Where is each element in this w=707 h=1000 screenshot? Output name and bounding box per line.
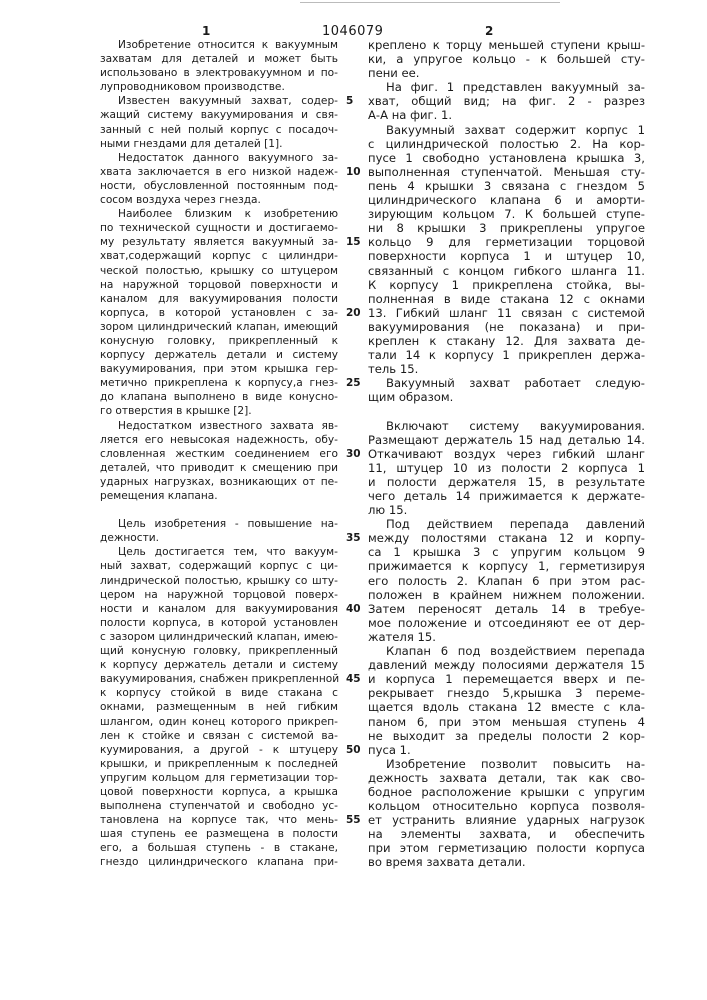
line-text: хвата заключается в его низкой надеж-	[100, 166, 338, 178]
text-line	[100, 757, 338, 771]
line-text: Вакуумный захват содержит корпус 1	[386, 123, 645, 137]
text-line	[368, 855, 645, 869]
text-line	[368, 757, 645, 771]
line-text: Затем переносят деталь 14 в требуе-	[368, 602, 645, 616]
text-line	[100, 334, 338, 348]
text-line	[100, 137, 338, 151]
paragraph	[368, 644, 645, 757]
line-text: давлений между полосиями держателя 15	[368, 658, 645, 672]
text-line	[368, 433, 645, 447]
text-line	[368, 686, 645, 700]
line-number-marker: 10	[346, 165, 361, 179]
line-text: тали 14 к корпусу 1 прикреплен держа-	[368, 348, 645, 362]
text-line	[100, 686, 338, 700]
text-line	[100, 630, 338, 644]
line-text: креплен к стакану 12. Для захвата де-	[368, 334, 645, 348]
paragraph	[368, 80, 645, 122]
line-text: полости корпуса, в которой установлен	[100, 617, 338, 629]
text-line	[368, 123, 645, 137]
line-text: пусе 1 свободно установлена крышка 3,	[368, 151, 645, 165]
line-text: 13. Гибкий шланг 11 связан с системой	[368, 306, 645, 320]
line-text: Вакуумный захват работает следую-	[386, 376, 645, 390]
line-text: зором цилиндрический клапан, имеющий	[100, 321, 338, 333]
line-text: лупроводниковом производстве.	[100, 81, 285, 93]
text-line	[100, 799, 338, 813]
line-text: лю 15.	[368, 503, 407, 517]
text-line	[100, 38, 338, 52]
patent-number: 1046079	[322, 24, 383, 39]
text-line	[368, 672, 645, 686]
line-number-marker: 50	[346, 743, 361, 757]
line-text: упругим кольцом для герметизации тор-	[100, 772, 338, 784]
line-text: выполненная ступенчатой. Меньшая сту-	[368, 165, 645, 179]
line-text: ремещения клапана.	[100, 490, 218, 502]
text-line	[368, 38, 645, 52]
text-line	[368, 545, 645, 559]
line-text: Цель достигается тем, что вакуум-	[118, 546, 338, 558]
line-text: К корпусу 1 прикреплена стойка, вы-	[368, 278, 645, 292]
text-line	[100, 221, 338, 235]
text-line	[368, 165, 645, 179]
text-line	[100, 376, 338, 390]
line-text: креплено к торцу меньшей ступени крыш-	[368, 38, 645, 52]
line-text: вакуумирования (не показана) и при-	[368, 320, 645, 334]
text-line	[100, 419, 338, 433]
line-text: прижимается к корпусу 1, герметизируя	[368, 559, 645, 573]
line-text: линдрической полостью, крышку со шту-	[100, 575, 338, 587]
line-text: Цель изобретения - повышение на-	[118, 518, 338, 530]
text-line	[100, 390, 338, 404]
text-line	[100, 320, 338, 334]
text-line	[100, 447, 338, 461]
line-text: словленная жестким соединением его	[100, 448, 338, 460]
text-line	[100, 559, 338, 573]
text-line	[100, 80, 338, 94]
line-text: дежность захвата детали, так как сво-	[368, 771, 645, 785]
text-line	[100, 123, 338, 137]
line-text: к корпусу стойкой в виде стакана с	[100, 687, 338, 699]
text-line	[368, 630, 645, 644]
line-text: по технической сущности и достигаемо-	[100, 222, 338, 234]
line-text: ный захват, содержащий корпус с ци-	[100, 560, 338, 572]
text-line	[368, 52, 645, 66]
paragraph	[368, 123, 645, 377]
line-text: сосом воздуха через гнезда.	[100, 194, 261, 206]
text-line	[368, 249, 645, 263]
text-line	[100, 348, 338, 362]
line-text: щим образом.	[368, 390, 453, 404]
line-text: на наружной торцовой поверхности и	[100, 279, 338, 291]
line-text: рекрывает гнездо 5,крышка 3 переме-	[368, 686, 645, 700]
text-line	[368, 376, 645, 390]
line-text: ности, обусловленной постоянным под-	[100, 180, 338, 192]
text-line	[100, 278, 338, 292]
text-line	[100, 813, 338, 827]
text-line	[100, 841, 338, 855]
text-line	[100, 179, 338, 193]
text-line	[100, 616, 338, 630]
line-text: го отверстия в крышке [2].	[100, 405, 252, 417]
line-number-marker: 45	[346, 672, 361, 686]
text-line	[100, 715, 338, 729]
line-text: ности и каналом для вакуумирования	[100, 603, 338, 615]
line-text: Недостатком известного захвата яв-	[118, 420, 338, 432]
line-text: А-А на фиг. 1.	[368, 108, 452, 122]
line-text: чего деталь 14 прижимается к держате-	[368, 489, 645, 503]
line-text: ческой полостью, крышку со штуцером	[100, 265, 338, 277]
line-text: Откачивают воздух через гибкий шланг	[368, 447, 645, 461]
text-line	[100, 292, 338, 306]
text-line	[368, 179, 645, 193]
text-line	[368, 785, 645, 799]
text-line	[368, 278, 645, 292]
line-text: ни 8 крышки 3 прикреплены упругое	[368, 221, 645, 235]
text-line	[100, 517, 338, 531]
text-line	[368, 447, 645, 461]
line-text: цилиндрического клапана 6 и аморти-	[368, 193, 645, 207]
line-text: ударных нагрузках, возникающих от пе-	[100, 476, 338, 488]
text-line	[368, 616, 645, 630]
line-text: каналом для вакуумирования полости	[100, 293, 338, 305]
line-text: тель 15.	[368, 362, 418, 376]
text-line	[368, 813, 645, 827]
line-text: при этом герметизацию полости корпуса	[368, 841, 645, 855]
line-text: кольцо 9 для герметизации торцовой	[368, 235, 645, 249]
line-text: выполнена ступенчатой и свободно ус-	[100, 800, 338, 812]
text-line	[368, 517, 645, 531]
text-line	[100, 235, 338, 249]
line-text: 11, штуцер 10 из полости 2 корпуса 1	[368, 461, 645, 475]
line-text: кольцом относительно корпуса позволя-	[368, 799, 645, 813]
line-text: Клапан 6 под воздействием перепада	[386, 644, 645, 658]
text-line	[100, 574, 338, 588]
line-text: Включают систему вакуумирования.	[386, 419, 645, 433]
line-text: шая ступень ее размещена в полости	[100, 828, 338, 840]
text-line	[368, 602, 645, 616]
text-line	[368, 137, 645, 151]
line-text: Под действием перепада давлений	[386, 517, 645, 531]
text-line	[368, 390, 645, 404]
line-number-marker: 20	[346, 306, 361, 320]
left-page-number: 1	[202, 24, 210, 38]
text-line	[368, 475, 645, 489]
line-text: связанный с концом гибкого шланга 11.	[368, 264, 645, 278]
text-line	[368, 588, 645, 602]
text-line	[368, 841, 645, 855]
text-line	[368, 799, 645, 813]
line-text: ет устранить влияние ударных нагрузок	[368, 813, 645, 827]
line-number-marker: 40	[346, 602, 361, 616]
paragraph	[100, 38, 338, 94]
line-text: положен в крайнем нижнем положении.	[368, 588, 645, 602]
line-text: захватам для деталей и может быть	[100, 53, 338, 65]
text-line	[368, 320, 645, 334]
text-line	[100, 785, 338, 799]
text-line	[368, 503, 645, 517]
line-text: ными гнездами для деталей [1].	[100, 138, 283, 150]
text-line	[368, 348, 645, 362]
text-line	[368, 94, 645, 108]
line-text: дежности.	[100, 532, 159, 544]
text-line	[100, 855, 338, 869]
text-line	[100, 461, 338, 475]
text-line	[100, 151, 338, 165]
line-text: его полость 2. Клапан 6 при этом рас-	[368, 574, 645, 588]
line-text: вакуумирования, снабжен прикрепленной	[100, 673, 339, 685]
text-line	[368, 700, 645, 714]
line-text: Изобретение позволит повысить на-	[386, 757, 645, 771]
line-number-marker: 35	[346, 531, 361, 545]
text-line	[368, 489, 645, 503]
text-line	[368, 151, 645, 165]
line-text: мое положение и отсоединяют ее от дер-	[368, 616, 645, 630]
line-text: с цилиндрической полостью 2. На кор-	[368, 137, 645, 151]
line-text: шлангом, один конец которого прикреп-	[100, 716, 338, 728]
text-line	[100, 362, 338, 376]
text-line	[100, 827, 338, 841]
line-text: жащий систему вакуумирования и свя-	[100, 109, 338, 121]
line-text: конусную головку, прикрепленный к	[100, 335, 338, 347]
line-number-marker: 25	[346, 376, 361, 390]
text-line	[368, 334, 645, 348]
text-line	[368, 729, 645, 743]
line-text: и корпуса 1 перемещается вверх и пе-	[368, 672, 645, 686]
paragraph	[100, 94, 338, 150]
text-line	[100, 52, 338, 66]
text-line	[100, 433, 338, 447]
line-text: занный с ней полый корпус с посадоч-	[100, 124, 338, 136]
line-text: Известен вакуумный захват, содер-	[118, 95, 338, 107]
line-text: пени ее.	[368, 66, 419, 80]
line-text: использовано в электровакуумном и по-	[100, 67, 338, 79]
paragraph	[100, 207, 338, 418]
text-line	[368, 264, 645, 278]
text-line	[100, 743, 338, 757]
text-line	[368, 743, 645, 757]
text-line	[100, 489, 338, 503]
line-number-marker: 55	[346, 813, 361, 827]
line-text: щий конусную головку, прикрепленный	[100, 645, 338, 657]
line-text: куумирования, а другой - к штуцеру	[100, 744, 338, 756]
paragraph	[368, 517, 645, 644]
left-text-column	[100, 38, 338, 870]
text-line	[368, 461, 645, 475]
text-line	[368, 531, 645, 545]
line-text: пуса 1.	[368, 743, 411, 757]
line-text: бодное расположение крышки с упругим	[368, 785, 645, 799]
line-number-marker: 30	[346, 447, 361, 461]
line-text: хват, общий вид; на фиг. 2 - разрез	[368, 94, 645, 108]
right-text-column	[368, 38, 645, 870]
text-line	[100, 249, 338, 263]
text-line	[368, 235, 645, 249]
text-line	[368, 771, 645, 785]
line-text: лен к стойке и связан с системой ва-	[100, 730, 338, 742]
text-line	[100, 700, 338, 714]
text-line	[100, 66, 338, 80]
text-line	[368, 658, 645, 672]
text-line	[100, 644, 338, 658]
line-text: поверхности корпуса 1 и штуцер 10,	[368, 249, 645, 263]
text-line	[100, 94, 338, 108]
paragraph	[100, 419, 338, 504]
text-line	[100, 602, 338, 616]
line-text: му результату является вакуумный за-	[100, 236, 338, 248]
line-text: пень 4 крышки 3 связана с гнездом 5	[368, 179, 645, 193]
text-line	[368, 574, 645, 588]
paragraph	[100, 517, 338, 545]
text-line	[100, 306, 338, 320]
line-text: тановлена на корпусе так, что мень-	[100, 814, 338, 826]
scan-artifact-line	[300, 2, 560, 3]
line-text: до клапана выполнено в виде конусно-	[100, 391, 338, 403]
line-text: цовой поверхности корпуса, а крышка	[100, 786, 338, 798]
paragraph	[100, 151, 338, 207]
text-line	[100, 404, 338, 418]
text-line	[368, 207, 645, 221]
line-text: гнездо цилиндрического клапана при-	[100, 856, 338, 868]
text-line	[368, 827, 645, 841]
line-text: ки, а упругое кольцо - к большей сту-	[368, 52, 645, 66]
line-text: паном 6, при этом меньшая ступень 4	[368, 715, 645, 729]
text-line	[100, 588, 338, 602]
text-line	[100, 545, 338, 559]
text-line	[368, 306, 645, 320]
text-line	[368, 66, 645, 80]
line-text: Изобретение относится к вакуумным	[118, 39, 338, 51]
line-text: Размещают держатель 15 над деталью 14.	[368, 433, 645, 447]
line-text: щается вдоль стакана 12 вместе с кла-	[368, 700, 645, 714]
line-text: цером на наружной торцовой поверх-	[100, 589, 338, 601]
text-line	[368, 559, 645, 573]
line-text: На фиг. 1 представлен вакуумный за-	[386, 80, 645, 94]
text-line	[100, 264, 338, 278]
paragraph	[368, 419, 645, 518]
line-text: полненная в виде стакана 12 с окнами	[368, 292, 645, 306]
line-text: метично прикреплена к корпусу,а гнез-	[100, 377, 338, 389]
line-text: деталей, что приводит к смещению при	[100, 462, 338, 474]
line-text: не выходит за пределы полости 2 кор-	[368, 729, 645, 743]
line-text: между полостями стакана 12 и корпу-	[368, 531, 645, 545]
text-line	[368, 419, 645, 433]
paragraph	[368, 376, 645, 404]
line-text: корпусу держатель детали и систему	[100, 349, 338, 361]
line-text: и полости держателя 15, в результате	[368, 475, 645, 489]
text-line	[100, 531, 338, 545]
text-line	[100, 771, 338, 785]
paragraph	[100, 545, 338, 869]
line-text: к корпусу держатель детали и систему	[100, 659, 338, 671]
line-text: са 1 крышка 3 с упругим кольцом 9	[368, 545, 645, 559]
text-line	[100, 658, 338, 672]
text-line	[368, 644, 645, 658]
text-line	[368, 221, 645, 235]
right-page-number: 2	[485, 24, 493, 38]
text-line	[368, 80, 645, 94]
line-text: Наиболее близким к изобретению	[118, 208, 338, 220]
line-text: корпуса, в которой установлен с за-	[100, 307, 338, 319]
line-text: ляется его невысокая надежность, обу-	[100, 434, 338, 446]
line-text: крышки, и прикрепленным к последней	[100, 758, 338, 770]
line-text: хват,содержащий корпус с цилиндри-	[100, 250, 338, 262]
text-line	[100, 475, 338, 489]
line-text: окнами, размещенным в ней гибким	[100, 701, 338, 713]
line-text: с зазором цилиндрический клапан, имею-	[100, 631, 338, 643]
text-line	[368, 108, 645, 122]
line-text: вакуумирования, при этом крышка гер-	[100, 363, 338, 375]
line-text: его, а большая ступень - в стакане,	[100, 842, 338, 854]
text-line	[100, 207, 338, 221]
text-line	[100, 193, 338, 207]
line-text: на элементы захвата, и обеспечить	[368, 827, 645, 841]
text-line	[368, 193, 645, 207]
text-line	[368, 362, 645, 376]
line-text: Недостаток данного вакуумного за-	[118, 152, 338, 164]
line-text: во время захвата детали.	[368, 855, 526, 869]
line-number-marker: 15	[346, 235, 361, 249]
text-line	[368, 292, 645, 306]
line-number-marker: 5	[346, 94, 353, 108]
line-text: жателя 15.	[368, 630, 436, 644]
paragraph	[368, 38, 645, 80]
text-line	[100, 165, 338, 179]
text-line	[368, 715, 645, 729]
text-line	[100, 672, 338, 686]
text-line	[100, 108, 338, 122]
paragraph	[368, 757, 645, 870]
text-line	[100, 729, 338, 743]
line-text: зирующим кольцом 7. К большей ступе-	[368, 207, 645, 221]
